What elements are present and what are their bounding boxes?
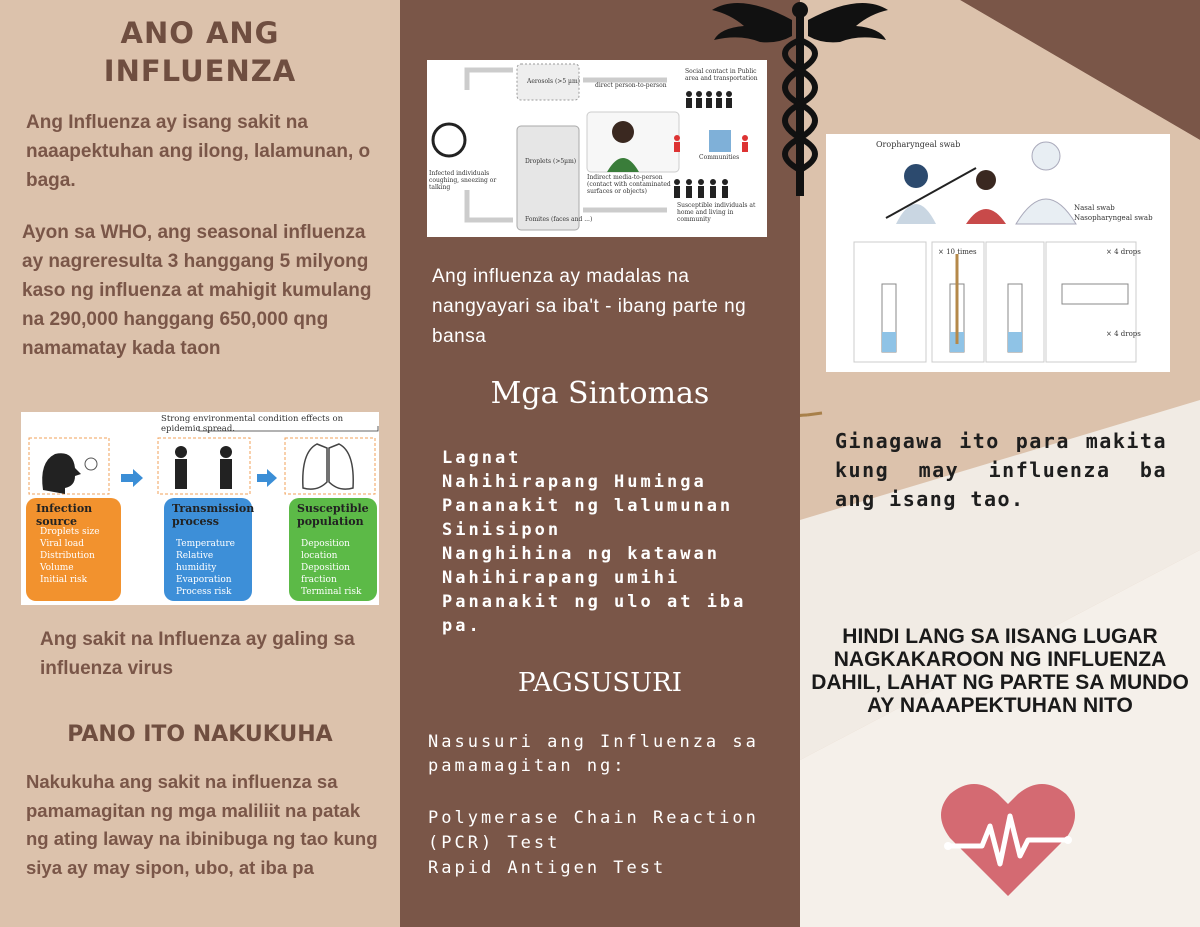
- notice-text: HINDI LANG SA IISANG LUGAR NAGKAKAROON NG INFLUENZA DAHIL, LAHAT NG PARTE SA MUNDO AY NAAAPEKTUHAN NITO: [811, 625, 1189, 717]
- caduceus-icon: [700, 0, 900, 200]
- pano-heading: PANO ITO NAKUKUHA: [67, 722, 333, 747]
- transmission-process-box: Transmission process Temperature Relative humidity Evaporation Process risk: [164, 498, 252, 601]
- title-line-2: INFLUENZA: [103, 54, 297, 88]
- pagsusuri-intro: Nasusuri ang Influenza sa pamamagitan ng:: [428, 732, 759, 776]
- tests-list: [428, 806, 768, 881]
- heart-icon: [938, 780, 1078, 900]
- symptom-item: Nahihirapang Huminga: [442, 472, 707, 492]
- who-text: Ayon sa WHO, ang seasonal influenza ay nagreresulta 3 hanggang 5 milyong kaso ng influenza at mahigit kumulang na 290,000 hanggang 650,000 qng namamatay kada taon: [22, 222, 372, 359]
- infection-source-box: Infection source Droplets size Viral load Distribution Volume Initial risk: [26, 498, 121, 601]
- virus-text: Ang sakit na Influenza ay galing sa influenza virus: [40, 629, 355, 679]
- title-line-1: ANO ANG: [120, 16, 280, 50]
- figure-caption: Strong environmental condition effects on epidemic spread.: [161, 414, 344, 434]
- transmission-routes-figure: Aerosols (>5 µm) Droplets (>5µm) Fomites (faces and ...) direct person-to-person Indirect media-to-person (contact with contaminated surfaces or objects) Social contact in Public area and transportation Communities Susceptible individuals at home and living in community Infected individuals coughing, sneezing or talking: [427, 60, 767, 237]
- page-title: [0, 14, 400, 90]
- pagsusuri-heading: PAGSUSURI: [518, 668, 682, 698]
- test-item: Rapid Antigen Test: [428, 858, 667, 878]
- swab-test-figure: Oropharyngeal swab Nasal swab Nasopharyngeal swab × 10 times × 4 drops × 4 drops: [826, 134, 1170, 372]
- epidemic-spread-figure: [21, 412, 379, 605]
- symptom-item: Nahihirapang umihi: [442, 568, 681, 588]
- symptom-item: Sinisipon: [442, 520, 562, 540]
- frequent-text: Ang influenza ay madalas na nangyayari sa iba't - ibang parte ng bansa: [432, 266, 747, 347]
- symptom-item: Pananakit ng ulo at iba pa.: [442, 592, 747, 636]
- stethoscope-icon: [800, 405, 832, 525]
- intro-text: Ang Influenza ay isang sakit na naaapektuhan ang ilong, lalamunan, o baga.: [26, 112, 371, 191]
- symptom-item: Nanghihina ng katawan: [442, 544, 720, 564]
- test-item: Polymerase Chain Reaction (PCR) Test: [428, 808, 759, 853]
- ginagawa-text: Ginagawa ito para makita kung may influenza ba ang isang tao.: [835, 429, 1167, 511]
- symptom-item: Pananakit ng lalumunan: [442, 496, 734, 516]
- symptom-item: Lagnat: [442, 448, 522, 468]
- susceptible-population-box: Susceptible population Deposition location Deposition fraction Terminal risk: [289, 498, 377, 601]
- left-panel: [0, 0, 400, 927]
- symptoms-list: [442, 446, 762, 638]
- pano-text: Nakukuha ang sakit na influenza sa pamamagitan ng mga maliliit na patak ng ating laway na ibinibuga ng tao kung siya ay may sipon, ubo, at iba pa: [26, 771, 378, 878]
- symptoms-heading: Mga Sintomas: [490, 376, 710, 411]
